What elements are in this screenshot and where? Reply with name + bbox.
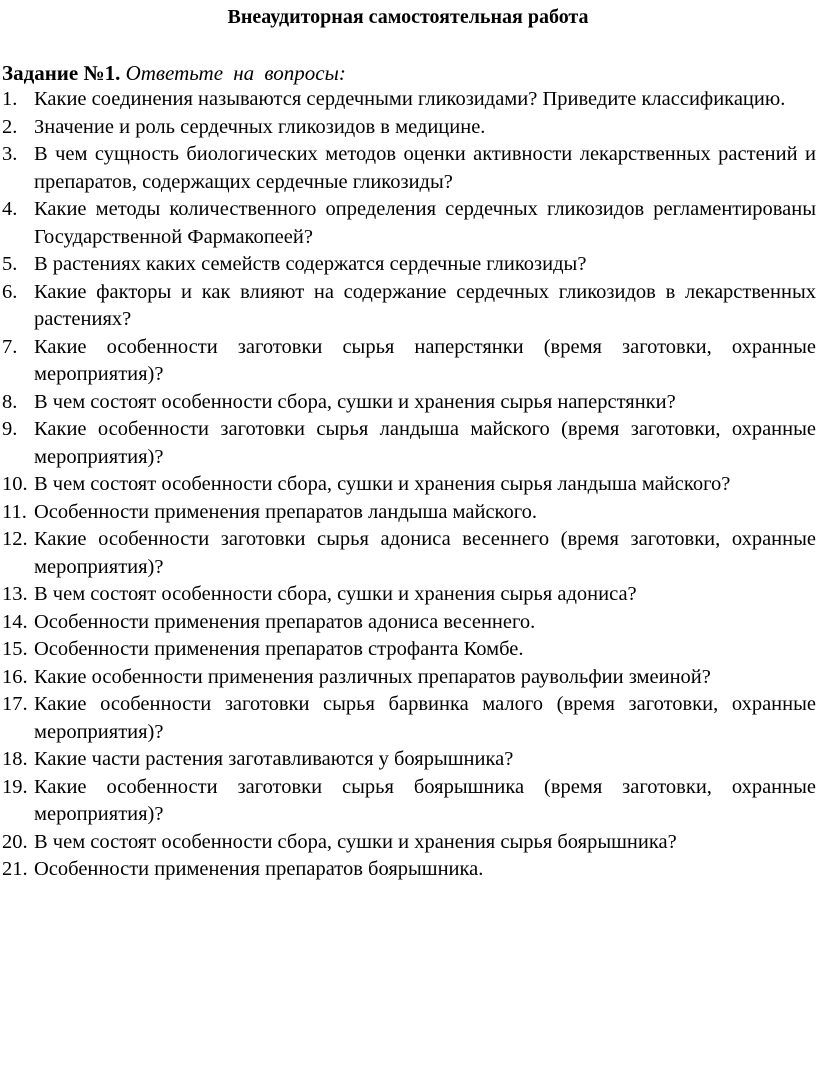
question-item xyxy=(0,389,816,417)
question-number: 13. xyxy=(2,583,28,605)
question-number: 7. xyxy=(2,335,18,358)
question-item xyxy=(0,86,816,114)
question-text: Какие соединения называются сердечными гликозидами? Приведите классификацию. xyxy=(34,88,786,110)
question-item xyxy=(0,251,816,279)
question-number: 16. xyxy=(2,665,28,688)
question-text: Особенности применения препаратов адониса весеннего. xyxy=(34,610,536,633)
question-number: 18. xyxy=(2,748,28,770)
question-text: В чем сущность биологических методов оценки активности лекарственных растений и препаратов, содержащих сердечные гликозиды? xyxy=(34,143,816,193)
question-number: 9. xyxy=(2,418,18,440)
question-number: 20. xyxy=(2,830,28,853)
question-item xyxy=(0,196,816,251)
question-item xyxy=(0,279,816,334)
question-number: 2. xyxy=(2,115,18,138)
question-number: 12. xyxy=(2,528,28,550)
question-item xyxy=(0,636,816,664)
page-title: Внеаудиторная самостоятельная работа xyxy=(227,6,589,28)
question-text: В чем состоят особенности сбора, сушки и хранения сырья боярышника? xyxy=(34,830,677,853)
question-number: 3. xyxy=(2,143,18,165)
question-number: 5. xyxy=(2,253,18,275)
question-list xyxy=(0,86,816,884)
question-text: Особенности применения препаратов ландыша майского. xyxy=(34,500,538,523)
question-number: 8. xyxy=(2,390,18,413)
question-text: Особенности применения препаратов боярышника. xyxy=(34,858,484,880)
question-text: Какие особенности применения различных препаратов раувольфии змеиной? xyxy=(34,665,711,688)
question-item xyxy=(0,471,816,499)
question-item xyxy=(0,856,816,884)
question-item xyxy=(0,581,816,609)
question-number: 14. xyxy=(2,610,28,633)
question-text: В чем состоят особенности сбора, сушки и хранения сырья наперстянки? xyxy=(34,390,676,413)
question-item xyxy=(0,609,816,637)
question-text: Какие особенности заготовки сырья адониса весеннего (время заготовки, охранные мероприятия)? xyxy=(34,528,816,578)
question-item xyxy=(0,746,816,774)
question-item xyxy=(0,664,816,692)
question-item xyxy=(0,114,816,142)
question-item xyxy=(0,141,816,196)
question-item xyxy=(0,334,816,389)
question-text: В растениях каких семейств содержатся сердечные гликозиды? xyxy=(34,253,587,275)
question-number: 4. xyxy=(2,198,18,220)
question-item xyxy=(0,829,816,857)
question-number: 17. xyxy=(2,693,28,715)
task-instruction: Ответьте на вопросы: xyxy=(125,61,346,85)
question-item xyxy=(0,526,816,581)
task-heading xyxy=(2,60,346,86)
question-text: Какие особенности заготовки сырья барвинка малого (время заготовки, охранные мероприятия)? xyxy=(34,693,816,743)
question-text: Какие факторы и как влияют на содержание сердечных гликозидов в лекарственных растениях? xyxy=(34,280,816,330)
question-text: В чем состоят особенности сбора, сушки и хранения сырья ландыша майского? xyxy=(34,473,731,495)
question-text: Значение и роль сердечных гликозидов в медицине. xyxy=(34,115,486,138)
question-text: Особенности применения препаратов строфанта Комбе. xyxy=(34,638,524,660)
question-item xyxy=(0,691,816,746)
task-label: Задание №1. xyxy=(2,61,121,85)
question-text: Какие методы количественного определения сердечных гликозидов регламентированы Государственной Фармакопеей? xyxy=(34,198,816,248)
question-number: 6. xyxy=(2,280,18,303)
question-text: Какие особенности заготовки сырья боярышника (время заготовки, охранные мероприятия)? xyxy=(34,775,816,825)
question-number: 1. xyxy=(2,88,18,110)
question-number: 10. xyxy=(2,473,28,495)
question-item xyxy=(0,416,816,471)
question-number: 15. xyxy=(2,638,28,660)
question-text: Какие особенности заготовки сырья ландыша майского (время заготовки, охранные мероприятия)? xyxy=(34,418,816,468)
question-item xyxy=(0,499,816,527)
question-number: 11. xyxy=(2,500,27,523)
question-text: Какие части растения заготавливаются у боярышника? xyxy=(34,748,514,770)
question-text: Какие особенности заготовки сырья наперстянки (время заготовки, охранные мероприятия)? xyxy=(34,335,816,385)
question-number: 19. xyxy=(2,775,28,798)
question-text: В чем состоят особенности сбора, сушки и хранения сырья адониса? xyxy=(34,583,637,605)
question-item xyxy=(0,774,816,829)
question-number: 21. xyxy=(2,858,28,880)
